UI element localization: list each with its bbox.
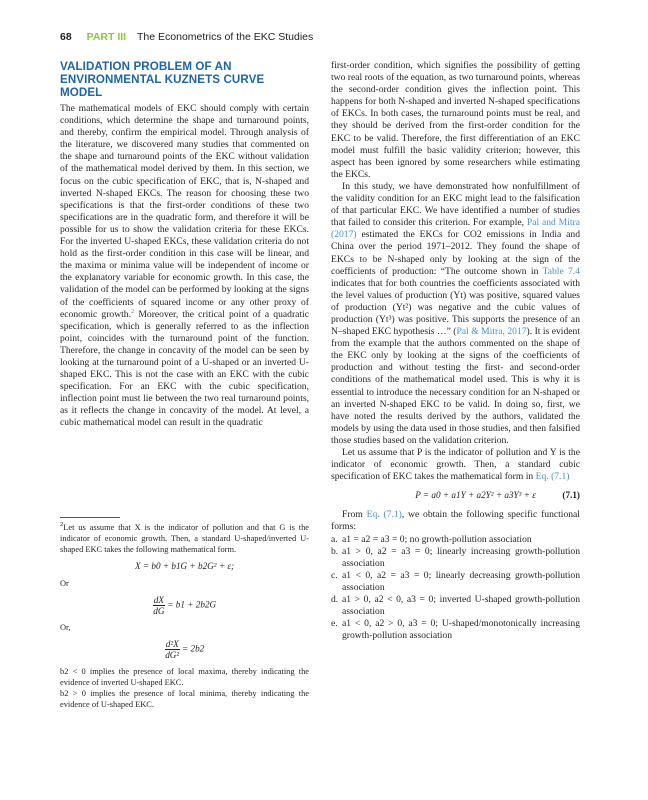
list-item [331, 534, 580, 546]
equation-rhs: = 2b2 [181, 643, 205, 654]
equation-number: (7.1) [562, 490, 580, 501]
page-number: 68 [60, 31, 72, 43]
list-item-label: d. [331, 594, 339, 606]
right-paragraph-2 [331, 181, 580, 447]
derivative-fraction-2 [165, 639, 180, 660]
list-item-text: a1 = a2 = a3 = 0; no growth-pollution association [342, 533, 532, 545]
citation-link[interactable]: Pal and Mitra (2017) [331, 217, 580, 241]
list-item-text: a1 > 0, a2 < 0, a3 = 0; inverted U-shaped growth-pollution association [342, 594, 580, 618]
list-item-label: e. [331, 618, 338, 630]
footnote-reference[interactable]: 2 [131, 307, 135, 315]
footnote-note-2: b2 > 0 implies the presence of local minima, thereby indicating the evidence of U-shaped EKC. [60, 689, 309, 709]
paragraph-text: Let us assume that P is the indicator of pollution and Y is the indicator of economic growth. Then, a standard cubic specification of EKC takes the mathematical form in [331, 447, 580, 483]
list-item-text: a1 > 0, a2 = a3 = 0; linearly increasing growth-pollution association [342, 545, 580, 569]
list-item [331, 570, 580, 594]
list-item [331, 618, 580, 642]
left-paragraph [60, 103, 309, 430]
running-header [60, 29, 588, 45]
equation-rhs: = b1 + 2b2G [167, 599, 217, 610]
equation-body: P = a0 + a1Y + a2Y² + a3Y³ + ε [415, 490, 536, 501]
section-title-line2: ENVIRONMENTAL KUZNETS CURVE MODEL [60, 73, 265, 99]
functional-forms-list [331, 534, 580, 643]
left-paragraph-text-a: The mathematical models of EKC should comply with certain conditions, which determine the shape and turnaround points, and thereby, confirm the empirical model. Through analysis of the literature, we discovered many studies that commented on the shape and turnaround points of the EKC without validation of the mathematical model derived by them. In this section, we focus on the cubic specification of EKC, that is, N-shaped and inverted N-shaped EKCs. The reason for choosing these two specifications is that the first-order conditions of these two specifications are in the quadratic form, and therefore it will be possible for us to show the validation criteria for these EKCs. For the inverted U-shaped EKCs, these validation criteria do not hold as the first-order condition in this case will be linear, and the maxima or minima value will be independent of income or the explanatory variable for economic growth. In this case, the validation of the model can be performed by looking at the signs of the coefficients of squared income or any other proxy of economic growth. [60, 103, 309, 320]
section-title [60, 60, 309, 99]
right-column [331, 60, 580, 642]
right-paragraph-1: first-order condition, which signifies the possibility of getting two real roots of the equation, as two turnaround points, whereas the second-order condition gives the inflection point. This happens for both N-shaped and inverted N-shaped specifications of EKCs. In both cases, the turnaround points must be real, and they should be derived from the first-order condition for the EKC to be valid. Therefore, the first differentiation of an EKC model must fulfill the basic validity criterion; however, this aspect has been ignored by some researchers while estimating the EKCs. [331, 60, 580, 180]
book-title: The Econometrics of the EKC Studies [137, 31, 314, 43]
paragraph-text: indicates that for both countries the coefficients associated with the level values of production (Yt) was positive, squared values of production (Yt²) was negative and the cubic values of production (Yt³) was positive. This supports the presence of an N–shaped EKC hypothesis …” ( [331, 277, 580, 338]
footnote-equation-1: X = b0 + b1G + b2G² + ε; [134, 561, 235, 571]
list-item-text: a1 < 0, a2 > 0, a3 = 0; U-shaped/monotonically increasing growth-pollution association [342, 618, 580, 642]
paragraph-text: In this study, we have demonstrated how nonfulfillment of the validity condition for an EKC might lead to the falsification of that particular EKC. We have identified a number of studies that failed to consider this criterion. For example, [331, 180, 580, 229]
list-item-label: a. [331, 533, 338, 545]
footnote-rule [60, 517, 120, 518]
footnote-equation-2 [60, 595, 309, 616]
footnote [60, 517, 309, 710]
footnote-text [60, 522, 309, 555]
list-item-label: c. [331, 569, 338, 581]
fraction-denominator: dG [153, 606, 165, 616]
fraction-numerator: dX [153, 595, 164, 605]
right-paragraph-3 [331, 447, 580, 483]
equation-7-1 [331, 489, 580, 501]
paragraph-text: From [342, 509, 367, 521]
paragraph-text: , we obtain the following specific functional forms: [331, 509, 580, 533]
fraction-denominator: dG² [165, 650, 180, 660]
section-title-line1: VALIDATION PROBLEM OF AN [60, 60, 232, 73]
citation-link[interactable]: Pal & Mitra, 2017 [456, 326, 527, 338]
footnote-body: Let us assume that X is the indicator of pollution and that G is the indicator of economic growth. Then, a standard U-shaped/inverted U-shaped EKC takes the following mathematical form. [60, 523, 309, 554]
left-paragraph-text-b: Moreover, the critical point of a quadratic specification, which is generally referred to as the inflection point, coincides with the turnaround point of the function. Therefore, the change in concavity of the model can be seen by looking at the turnaround point of a U-shaped or an inverted U-shaped EKC. This is not the case with an EKC with the cubic specification. For an EKC with the cubic specification, inflection point must lie between the two real turnaround points, as it reflects the change in concavity of the model. At level, a cubic mathematical model can result in the quadratic [60, 308, 309, 429]
part-label: PART III [86, 31, 127, 43]
list-item-label: b. [331, 545, 339, 557]
fraction-numerator: d²X [165, 639, 179, 649]
footnote-note-1: b2 < 0 implies the presence of local maxima, thereby indicating the evidence of inverted U-shaped EKC. [60, 667, 309, 687]
list-item-text: a1 < 0, a2 = a3 = 0; linearly decreasing growth-pollution association [342, 569, 580, 593]
list-item [331, 594, 580, 618]
paragraph-text: ). It is evident from the example that the authors commented on the shape of the EKC only by looking at the signs of the coefficients of production and without testing the first- and second-order conditions of the mathematical model used. This is why it is essential to introduce the necessary condition for an N-shaped or an inverted N-shaped EKC to be valid. In doing so, first, we have noted the results derived by the authors, validated the models by using the data used in those studies, and then falsified those studies based on the validation criterion. [331, 326, 580, 446]
footnote-equation-3 [60, 639, 309, 660]
footnote-number: 2 [60, 521, 64, 529]
equation-link[interactable]: Eq. (7.1) [535, 471, 570, 483]
right-paragraph-4 [331, 509, 580, 533]
list-item [331, 546, 580, 570]
derivative-fraction-1 [153, 595, 165, 616]
table-link[interactable]: Table 7.4 [542, 265, 581, 277]
footnote-or-1: Or [60, 579, 69, 588]
equation-link[interactable]: Eq. (7.1) [366, 509, 402, 521]
paragraph-text: estimated the EKCs for CO2 emissions in India and China over the period 1971–2012. They found the shape of EKCs to be N-shaped only by looking at the sign of the coefficients of production: “The outcome shown in [331, 229, 580, 277]
footnote-or-2: Or, [60, 623, 71, 632]
left-column [60, 60, 309, 430]
